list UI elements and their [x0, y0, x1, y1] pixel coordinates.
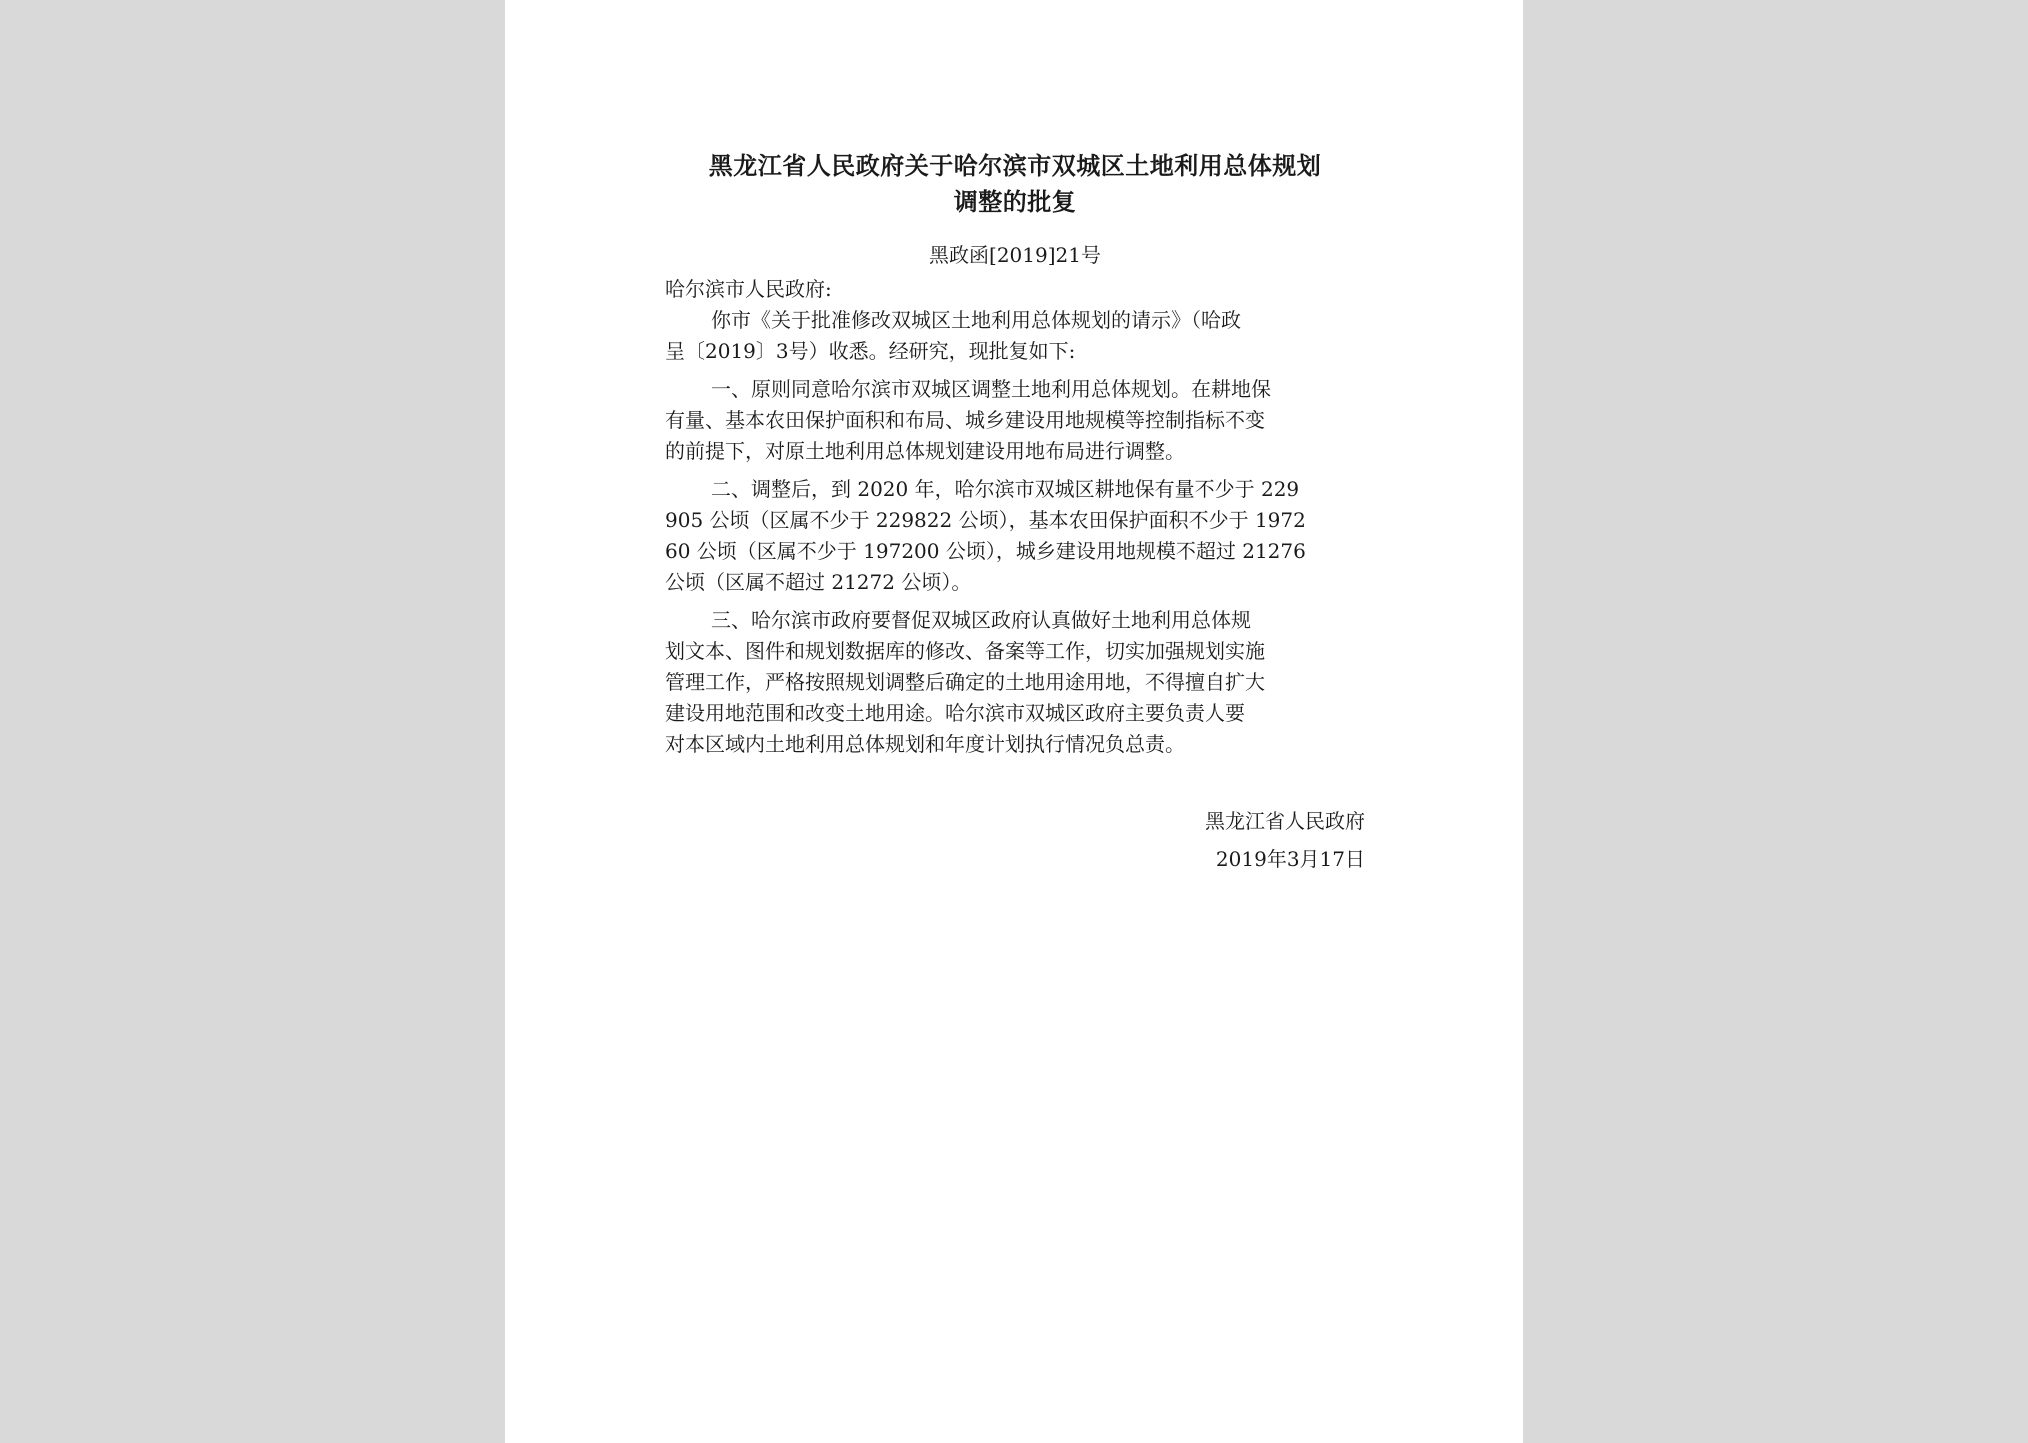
paragraph-line: 呈〔2019〕3号）收悉。经研究，现批复如下: — [665, 339, 1076, 363]
paragraph-line: 公顷（区属不超过 21272 公顷）。 — [665, 570, 972, 594]
paragraph-line: 建设用地范围和改变土地用途。哈尔滨市双城区政府主要负责人要 — [665, 701, 1245, 725]
paragraph-line: 你市《关于批准修改双城区土地利用总体规划的请示》（哈政 — [711, 308, 1241, 332]
document-page — [505, 0, 1523, 1443]
document-number: 黑政函[2019]21号 — [929, 243, 1101, 267]
document-title — [665, 148, 1365, 220]
paragraph-line: 二、调整后，到 2020 年，哈尔滨市双城区耕地保有量不少于 229 — [711, 477, 1300, 501]
document-content — [665, 148, 1365, 878]
issuer-name: 黑龙江省人民政府 — [1205, 809, 1365, 833]
paragraph-line: 的前提下，对原土地利用总体规划建设用地布局进行调整。 — [665, 439, 1185, 463]
paragraph-line: 有量、基本农田保护面积和布局、城乡建设用地规模等控制指标不变 — [665, 408, 1265, 432]
paragraph-line: 划文本、图件和规划数据库的修改、备案等工作，切实加强规划实施 — [665, 639, 1265, 663]
paragraph-request — [665, 305, 1365, 367]
paragraph-line: 对本区域内土地利用总体规划和年度计划执行情况负总责。 — [665, 732, 1185, 756]
salutation: 哈尔滨市人民政府: — [665, 277, 832, 301]
paragraph-line: 60 公顷（区属不少于 197200 公顷），城乡建设用地规模不超过 21276 — [665, 539, 1306, 563]
paragraph-item-2 — [665, 474, 1365, 598]
paragraph-item-1 — [665, 374, 1365, 467]
signature-block — [665, 802, 1365, 878]
paragraph-line: 一、原则同意哈尔滨市双城区调整土地利用总体规划。在耕地保 — [711, 377, 1271, 401]
paragraph-line: 管理工作，严格按照规划调整后确定的土地用途用地，不得擅自扩大 — [665, 670, 1265, 694]
paragraph-line: 905 公顷（区属不少于 229822 公顷），基本农田保护面积不少于 1972 — [665, 508, 1306, 532]
title-line: 调整的批复 — [953, 187, 1077, 216]
paragraph-line: 三、哈尔滨市政府要督促双城区政府认真做好土地利用总体规 — [711, 608, 1251, 632]
paragraph-item-3 — [665, 605, 1365, 760]
issue-date: 2019年3月17日 — [1215, 847, 1365, 871]
title-line: 黑龙江省人民政府关于哈尔滨市双城区土地利用总体规划 — [708, 151, 1322, 180]
